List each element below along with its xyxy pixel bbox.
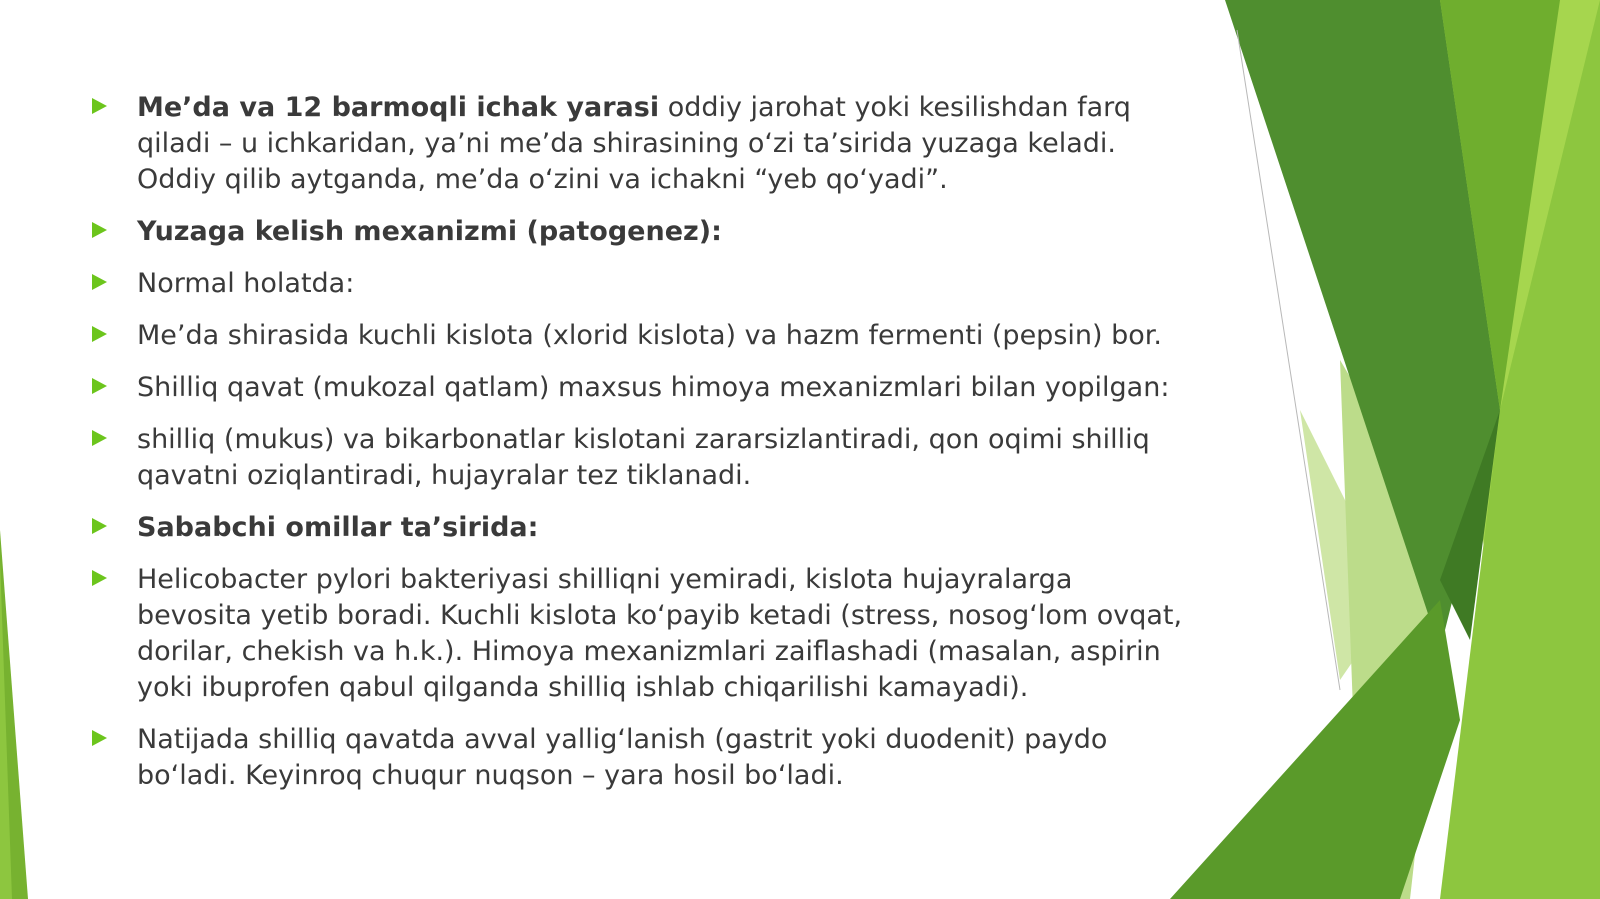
bullet-text: Normal holatda: xyxy=(137,268,355,299)
bullet-text: Me’da shirasida kuchli kislota (xlorid kislota) va hazm fermenti (pepsin) bor. xyxy=(137,320,1162,351)
triangle-arrow-icon xyxy=(92,274,107,290)
bullet-item-6 xyxy=(92,422,1192,494)
triangle-arrow-icon xyxy=(92,430,107,446)
bullet-text: Natijada shilliq qavatda avval yallig‘lanish (gastrit yoki duodenit) paydo bo‘ladi. Keyinroq chuqur nuqson – yara hosil bo‘ladi. xyxy=(137,724,1108,791)
bullet-bold-text: Me’da va 12 barmoqli ichak yarasi xyxy=(137,92,660,123)
triangle-arrow-icon xyxy=(92,570,107,586)
bullet-bold-text: Yuzaga kelish mexanizmi (patogenez): xyxy=(137,216,722,247)
bullet-text: Shilliq qavat (mukozal qatlam) maxsus himoya mexanizmlari bilan yopilgan: xyxy=(137,372,1170,403)
triangle-arrow-icon xyxy=(92,730,107,746)
bullet-item-8 xyxy=(92,562,1192,706)
bullet-text: oddiy jarohat yoki kesilishdan farq qiladi – u ichkaridan, ya’ni me’da shirasining o‘zi ta’sirida yuzaga keladi. Oddiy qilib aytganda, me’da o‘zini va ichakni “yeb qo‘yadi”. xyxy=(137,92,1131,195)
bullet-text: shilliq (mukus) va bikarbonatlar kislotani zararsizlantiradi, qon oqimi shilliq qavatni oziqlantiradi, hujayralar tez tiklanadi. xyxy=(137,424,1150,491)
bullet-item-9 xyxy=(92,722,1192,794)
bullet-item-2 xyxy=(92,214,1192,250)
bullet-item-7 xyxy=(92,510,1192,546)
bullet-text: Helicobacter pylori bakteriyasi shilliqni yemiradi, kislota hujayralarga bevosita yetib boradi. Kuchli kislota ko‘payib ketadi (stress, nosog‘lom ovqat, dorilar, chekish va h.k.). Himoya mexanizmlari zaiflashadi (masalan, aspirin yoki ibuprofen qabul qilganda shilliq ishlab chiqarilishi kamayadi). xyxy=(137,564,1183,703)
triangle-arrow-icon xyxy=(92,378,107,394)
bullet-item-3 xyxy=(92,266,1192,302)
bullet-list xyxy=(92,90,1192,810)
triangle-arrow-icon xyxy=(92,98,107,114)
bullet-item-4 xyxy=(92,318,1192,354)
bottom-facet-dark xyxy=(1170,600,1460,899)
triangle-arrow-icon xyxy=(92,326,107,342)
triangle-arrow-icon xyxy=(92,222,107,238)
triangle-arrow-icon xyxy=(92,518,107,534)
bullet-item-5 xyxy=(92,370,1192,406)
bullet-item-1 xyxy=(92,90,1192,198)
bullet-bold-text: Sababchi omillar ta’sirida: xyxy=(137,512,539,543)
